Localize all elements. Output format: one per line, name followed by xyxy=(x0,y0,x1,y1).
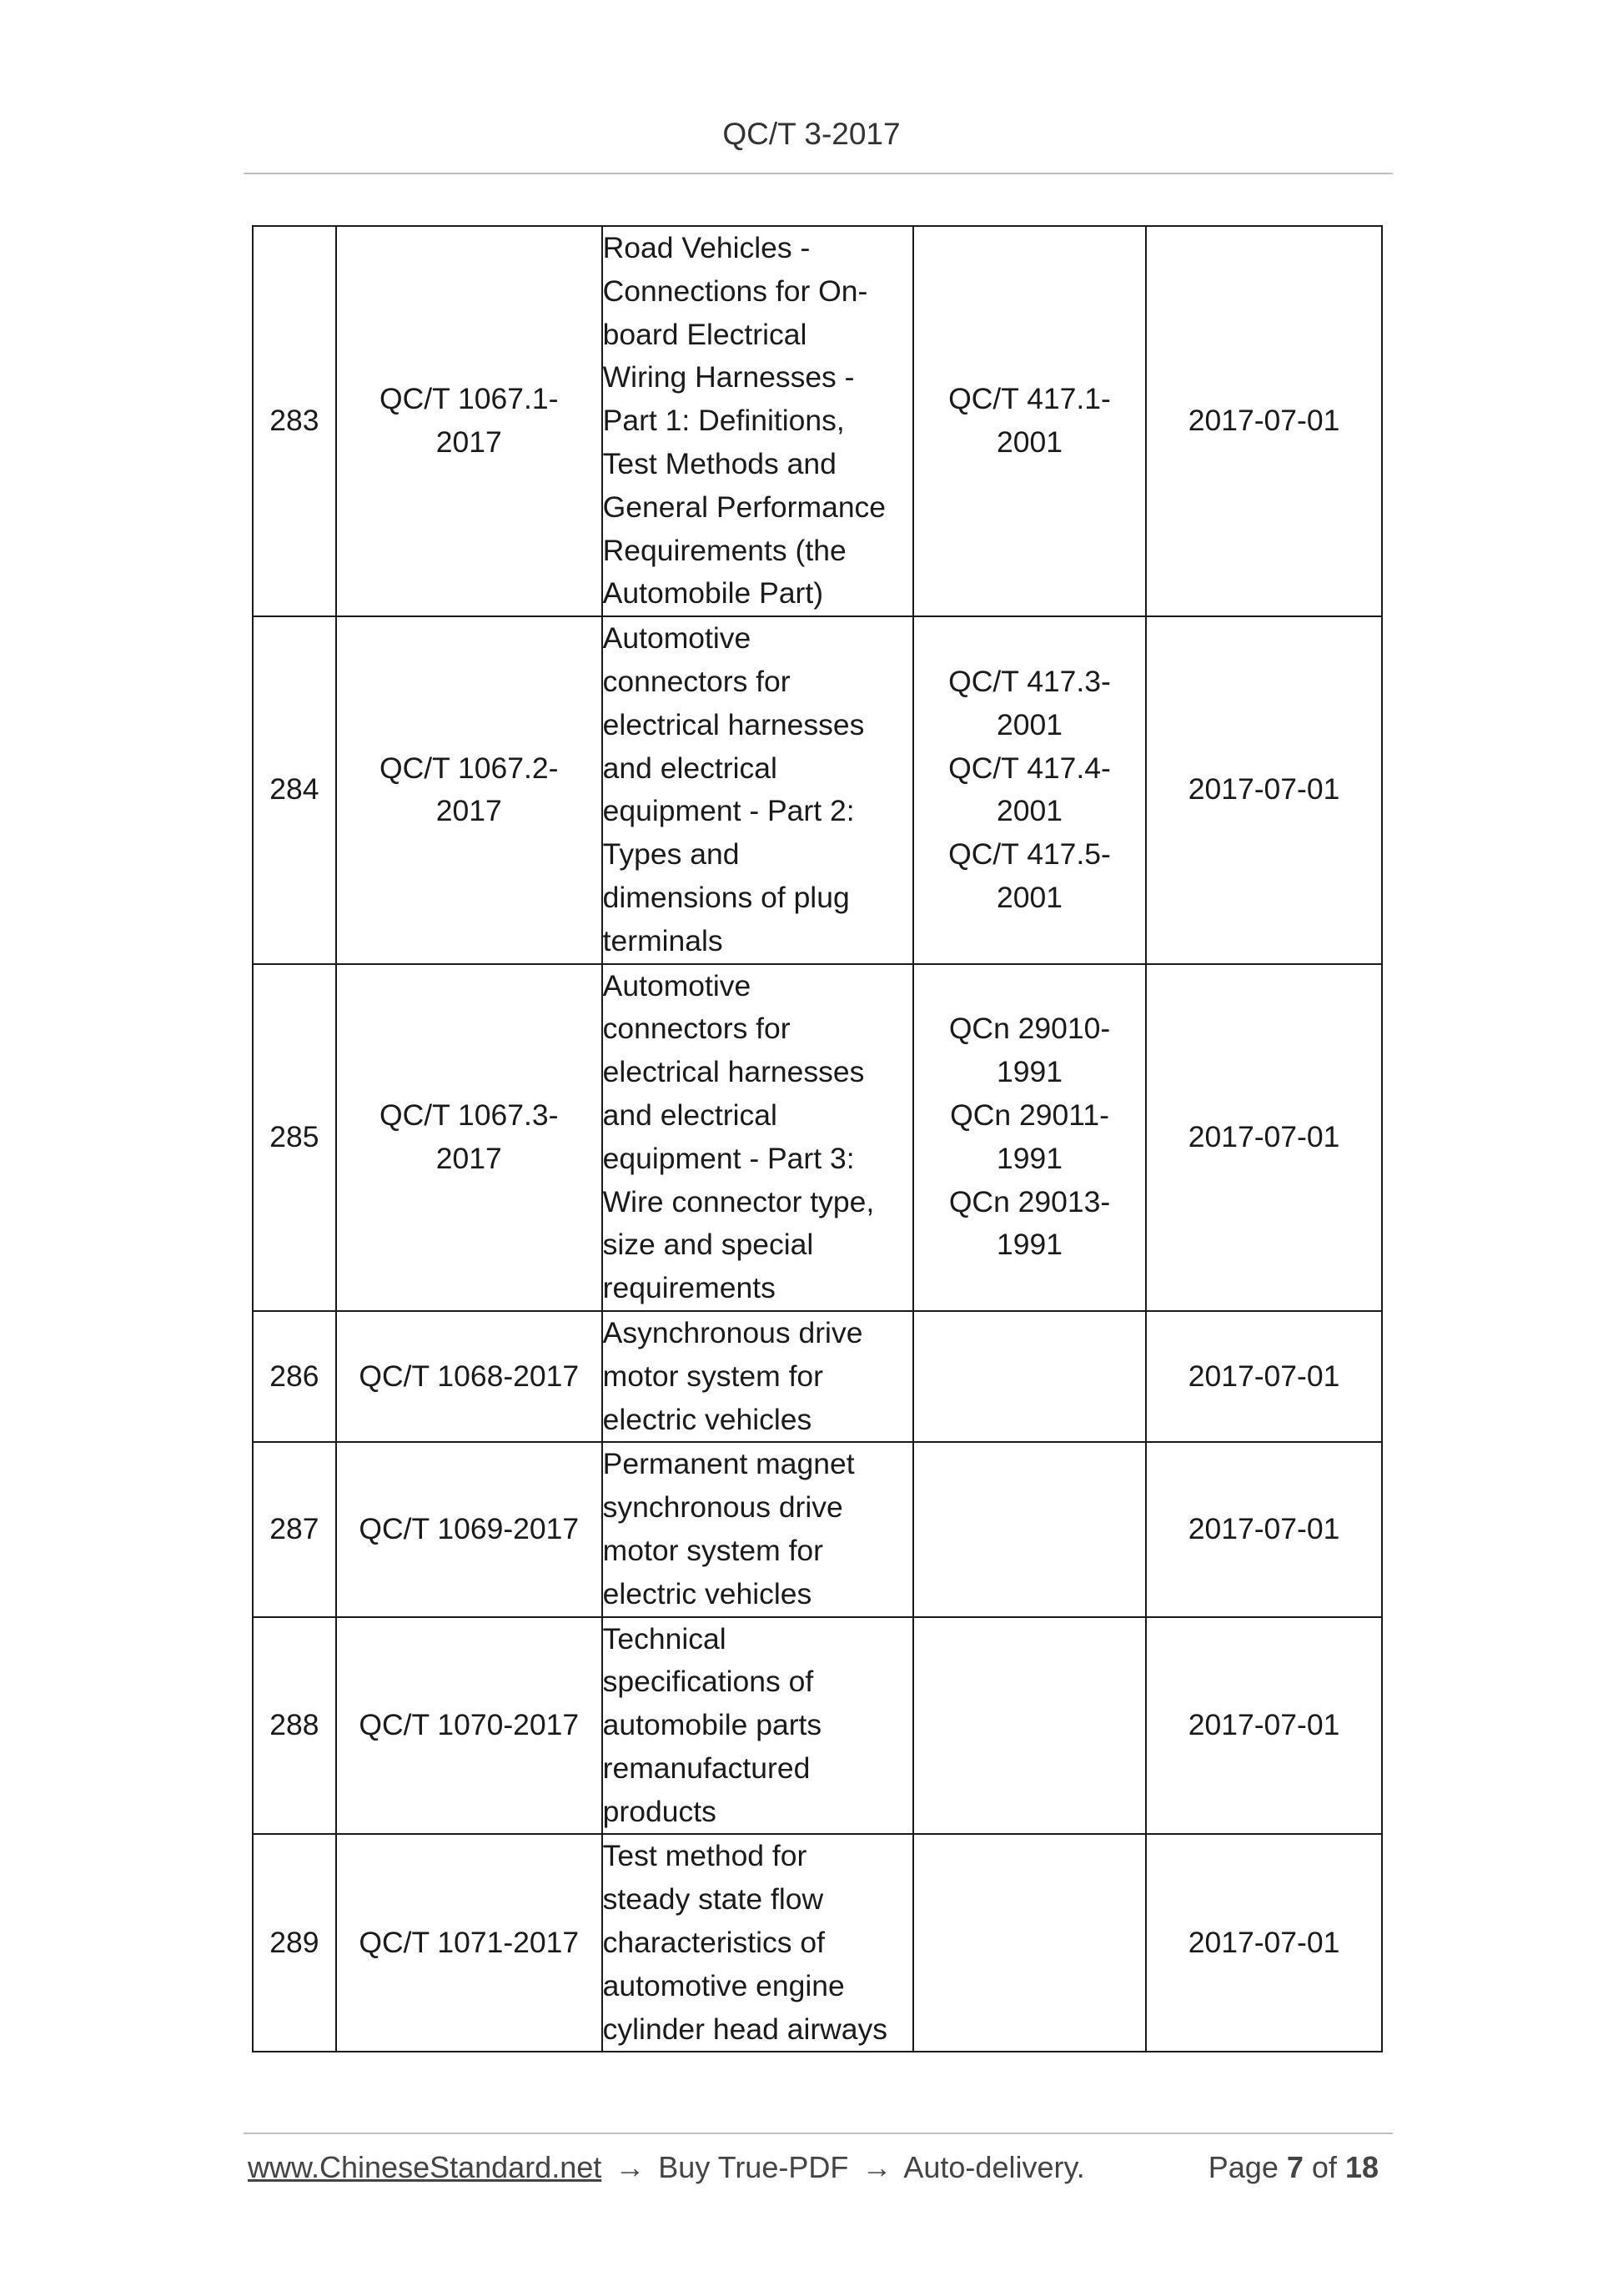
replaced-standard xyxy=(913,226,1146,616)
standard-name-line: connectors for xyxy=(602,1012,791,1046)
replaced-standard-line: 1991 xyxy=(997,1228,1063,1262)
standard-name xyxy=(602,1442,913,1616)
replaced-standard-line: 1991 xyxy=(997,1141,1063,1175)
standard-name xyxy=(602,1617,913,1835)
standard-name-line: dimensions of plug xyxy=(602,880,850,914)
page-current: 7 xyxy=(1286,2150,1304,2184)
standard-name-line: equipment - Part 3: xyxy=(602,1141,855,1175)
table-row xyxy=(253,616,1382,963)
standard-code-line: QC/T 1068-2017 xyxy=(359,1359,580,1393)
standard-name-line: automobile parts xyxy=(602,1708,822,1742)
replaced-standard-line: QC/T 417.3- xyxy=(948,664,1111,698)
standard-name-line: synchronous drive xyxy=(602,1490,843,1525)
standard-code-line: QC/T 1069-2017 xyxy=(359,1512,580,1545)
replaced-standard xyxy=(913,964,1146,1311)
standard-name xyxy=(602,1311,913,1442)
standard-code-line: QC/T 1067.2- xyxy=(379,751,559,785)
row-number: 285 xyxy=(253,964,336,1311)
implementation-date: 2017-07-01 xyxy=(1146,1442,1382,1616)
implementation-date: 2017-07-01 xyxy=(1146,964,1382,1311)
standard-name-line: and electrical xyxy=(602,1098,777,1132)
standard-name-line: Wiring Harnesses - xyxy=(602,360,855,394)
replaced-standard xyxy=(913,1442,1146,1616)
page-number xyxy=(1208,2150,1379,2185)
standard-code xyxy=(336,616,602,963)
footer-divider xyxy=(244,2133,1393,2134)
implementation-date: 2017-07-01 xyxy=(1146,1617,1382,1835)
replaced-standard-line: QCn 29013- xyxy=(948,1184,1111,1218)
standards-table xyxy=(252,225,1383,2052)
standard-name-line: motor system for xyxy=(602,1359,823,1393)
standard-name xyxy=(602,964,913,1311)
auto-delivery-text: Auto-delivery. xyxy=(903,2150,1085,2184)
standard-name-line: terminals xyxy=(602,923,723,957)
standard-code-line: 2017 xyxy=(435,1141,502,1175)
chinesestandard-link[interactable]: www.ChineseStandard.net xyxy=(248,2150,602,2184)
standard-name-line: electrical harnesses xyxy=(602,707,865,741)
of-label: of xyxy=(1311,2150,1337,2184)
standard-code-line: 2017 xyxy=(435,425,502,460)
standard-name-line: size and special xyxy=(602,1228,814,1262)
standard-code xyxy=(336,1834,602,2052)
standard-name-line: Automotive xyxy=(602,968,751,1002)
row-number: 284 xyxy=(253,616,336,963)
standard-name-line: Types and xyxy=(602,837,740,872)
standard-name-line: Test Methods and xyxy=(602,446,837,480)
replaced-standard-line: 2001 xyxy=(997,707,1063,741)
standard-name-line: electrical harnesses xyxy=(602,1055,865,1089)
standard-name-line: General Performance xyxy=(602,490,887,524)
table-row xyxy=(253,1311,1382,1442)
replaced-standard-line: 2001 xyxy=(997,880,1063,914)
footer-links xyxy=(248,2150,1085,2185)
standard-name xyxy=(602,616,913,963)
row-number: 289 xyxy=(253,1834,336,2052)
standard-code-line: QC/T 1071-2017 xyxy=(359,1926,580,1960)
page-total: 18 xyxy=(1344,2150,1379,2184)
replaced-standard-line: 2001 xyxy=(997,425,1063,460)
implementation-date: 2017-07-01 xyxy=(1146,226,1382,616)
standard-name-line: board Electrical xyxy=(602,317,807,351)
buy-true-pdf-text: Buy True-PDF xyxy=(658,2150,849,2184)
replaced-standard-line: QC/T 417.1- xyxy=(948,382,1111,416)
standard-code xyxy=(336,226,602,616)
row-number: 283 xyxy=(253,226,336,616)
replaced-standard-line: QCn 29010- xyxy=(948,1012,1111,1046)
table-row xyxy=(253,1617,1382,1835)
replaced-standard-line: 2001 xyxy=(997,794,1063,828)
standard-name-line: Connections for On- xyxy=(602,274,868,308)
page-label: Page xyxy=(1208,2150,1279,2184)
standard-name-line: Part 1: Definitions, xyxy=(602,404,845,438)
table-row xyxy=(253,226,1382,616)
standard-code xyxy=(336,1311,602,1442)
replaced-standard xyxy=(913,1311,1146,1442)
arrow-right-icon: → xyxy=(615,2150,646,2184)
table-row xyxy=(253,964,1382,1311)
row-number: 288 xyxy=(253,1617,336,1835)
standard-name-line: steady state flow xyxy=(602,1882,824,1917)
standard-name-line: Technical xyxy=(602,1621,726,1655)
standard-name-line: Road Vehicles - xyxy=(602,231,811,264)
standard-name-line: Wire connector type, xyxy=(602,1184,875,1218)
standard-name-line: Test method for xyxy=(602,1839,807,1873)
implementation-date: 2017-07-01 xyxy=(1146,1311,1382,1442)
standard-name-line: Requirements (the xyxy=(602,533,847,567)
standard-code-line: QC/T 1067.3- xyxy=(379,1098,559,1132)
standard-name-line: electric vehicles xyxy=(602,1402,812,1436)
standard-code xyxy=(336,1442,602,1616)
implementation-date: 2017-07-01 xyxy=(1146,616,1382,963)
standard-name-line: Permanent magnet xyxy=(602,1447,855,1481)
standard-name-line: cylinder head airways xyxy=(602,2012,888,2046)
standard-name-line: Automobile Part) xyxy=(602,576,824,610)
standard-name-line: and electrical xyxy=(602,751,777,785)
page-header-title: QC/T 3-2017 xyxy=(722,117,901,151)
standard-name-line: electric vehicles xyxy=(602,1576,812,1610)
standard-name xyxy=(602,226,913,616)
row-number: 286 xyxy=(253,1311,336,1442)
arrow-right-icon: → xyxy=(862,2150,892,2184)
standard-name-line: connectors for xyxy=(602,664,791,698)
standard-name-line: Automotive xyxy=(602,621,751,656)
standard-name-line: products xyxy=(602,1794,716,1828)
standard-name-line: specifications of xyxy=(602,1665,814,1699)
row-number: 287 xyxy=(253,1442,336,1616)
replaced-standard xyxy=(913,1617,1146,1835)
standard-name-line: Asynchronous drive xyxy=(602,1315,863,1349)
standard-name-line: remanufactured xyxy=(602,1751,811,1785)
header-divider xyxy=(244,173,1393,174)
standard-name-line: requirements xyxy=(602,1271,776,1305)
standard-code-line: QC/T 1067.1- xyxy=(379,382,559,416)
replaced-standard xyxy=(913,1834,1146,2052)
standard-name xyxy=(602,1834,913,2052)
replaced-standard xyxy=(913,616,1146,963)
standard-name-line: automotive engine xyxy=(602,1968,845,2002)
standard-code xyxy=(336,964,602,1311)
standard-name-line: equipment - Part 2: xyxy=(602,794,855,828)
standard-name-line: characteristics of xyxy=(602,1926,826,1960)
replaced-standard-line: QCn 29011- xyxy=(950,1098,1109,1132)
implementation-date: 2017-07-01 xyxy=(1146,1834,1382,2052)
standard-name-line: motor system for xyxy=(602,1533,823,1567)
replaced-standard-line: QC/T 417.5- xyxy=(948,837,1111,872)
standard-code xyxy=(336,1617,602,1835)
replaced-standard-line: 1991 xyxy=(997,1055,1063,1089)
standard-code-line: 2017 xyxy=(435,794,502,828)
standard-code-line: QC/T 1070-2017 xyxy=(359,1708,580,1742)
replaced-standard-line: QC/T 417.4- xyxy=(948,751,1111,785)
table-row xyxy=(253,1442,1382,1616)
table-row xyxy=(253,1834,1382,2052)
